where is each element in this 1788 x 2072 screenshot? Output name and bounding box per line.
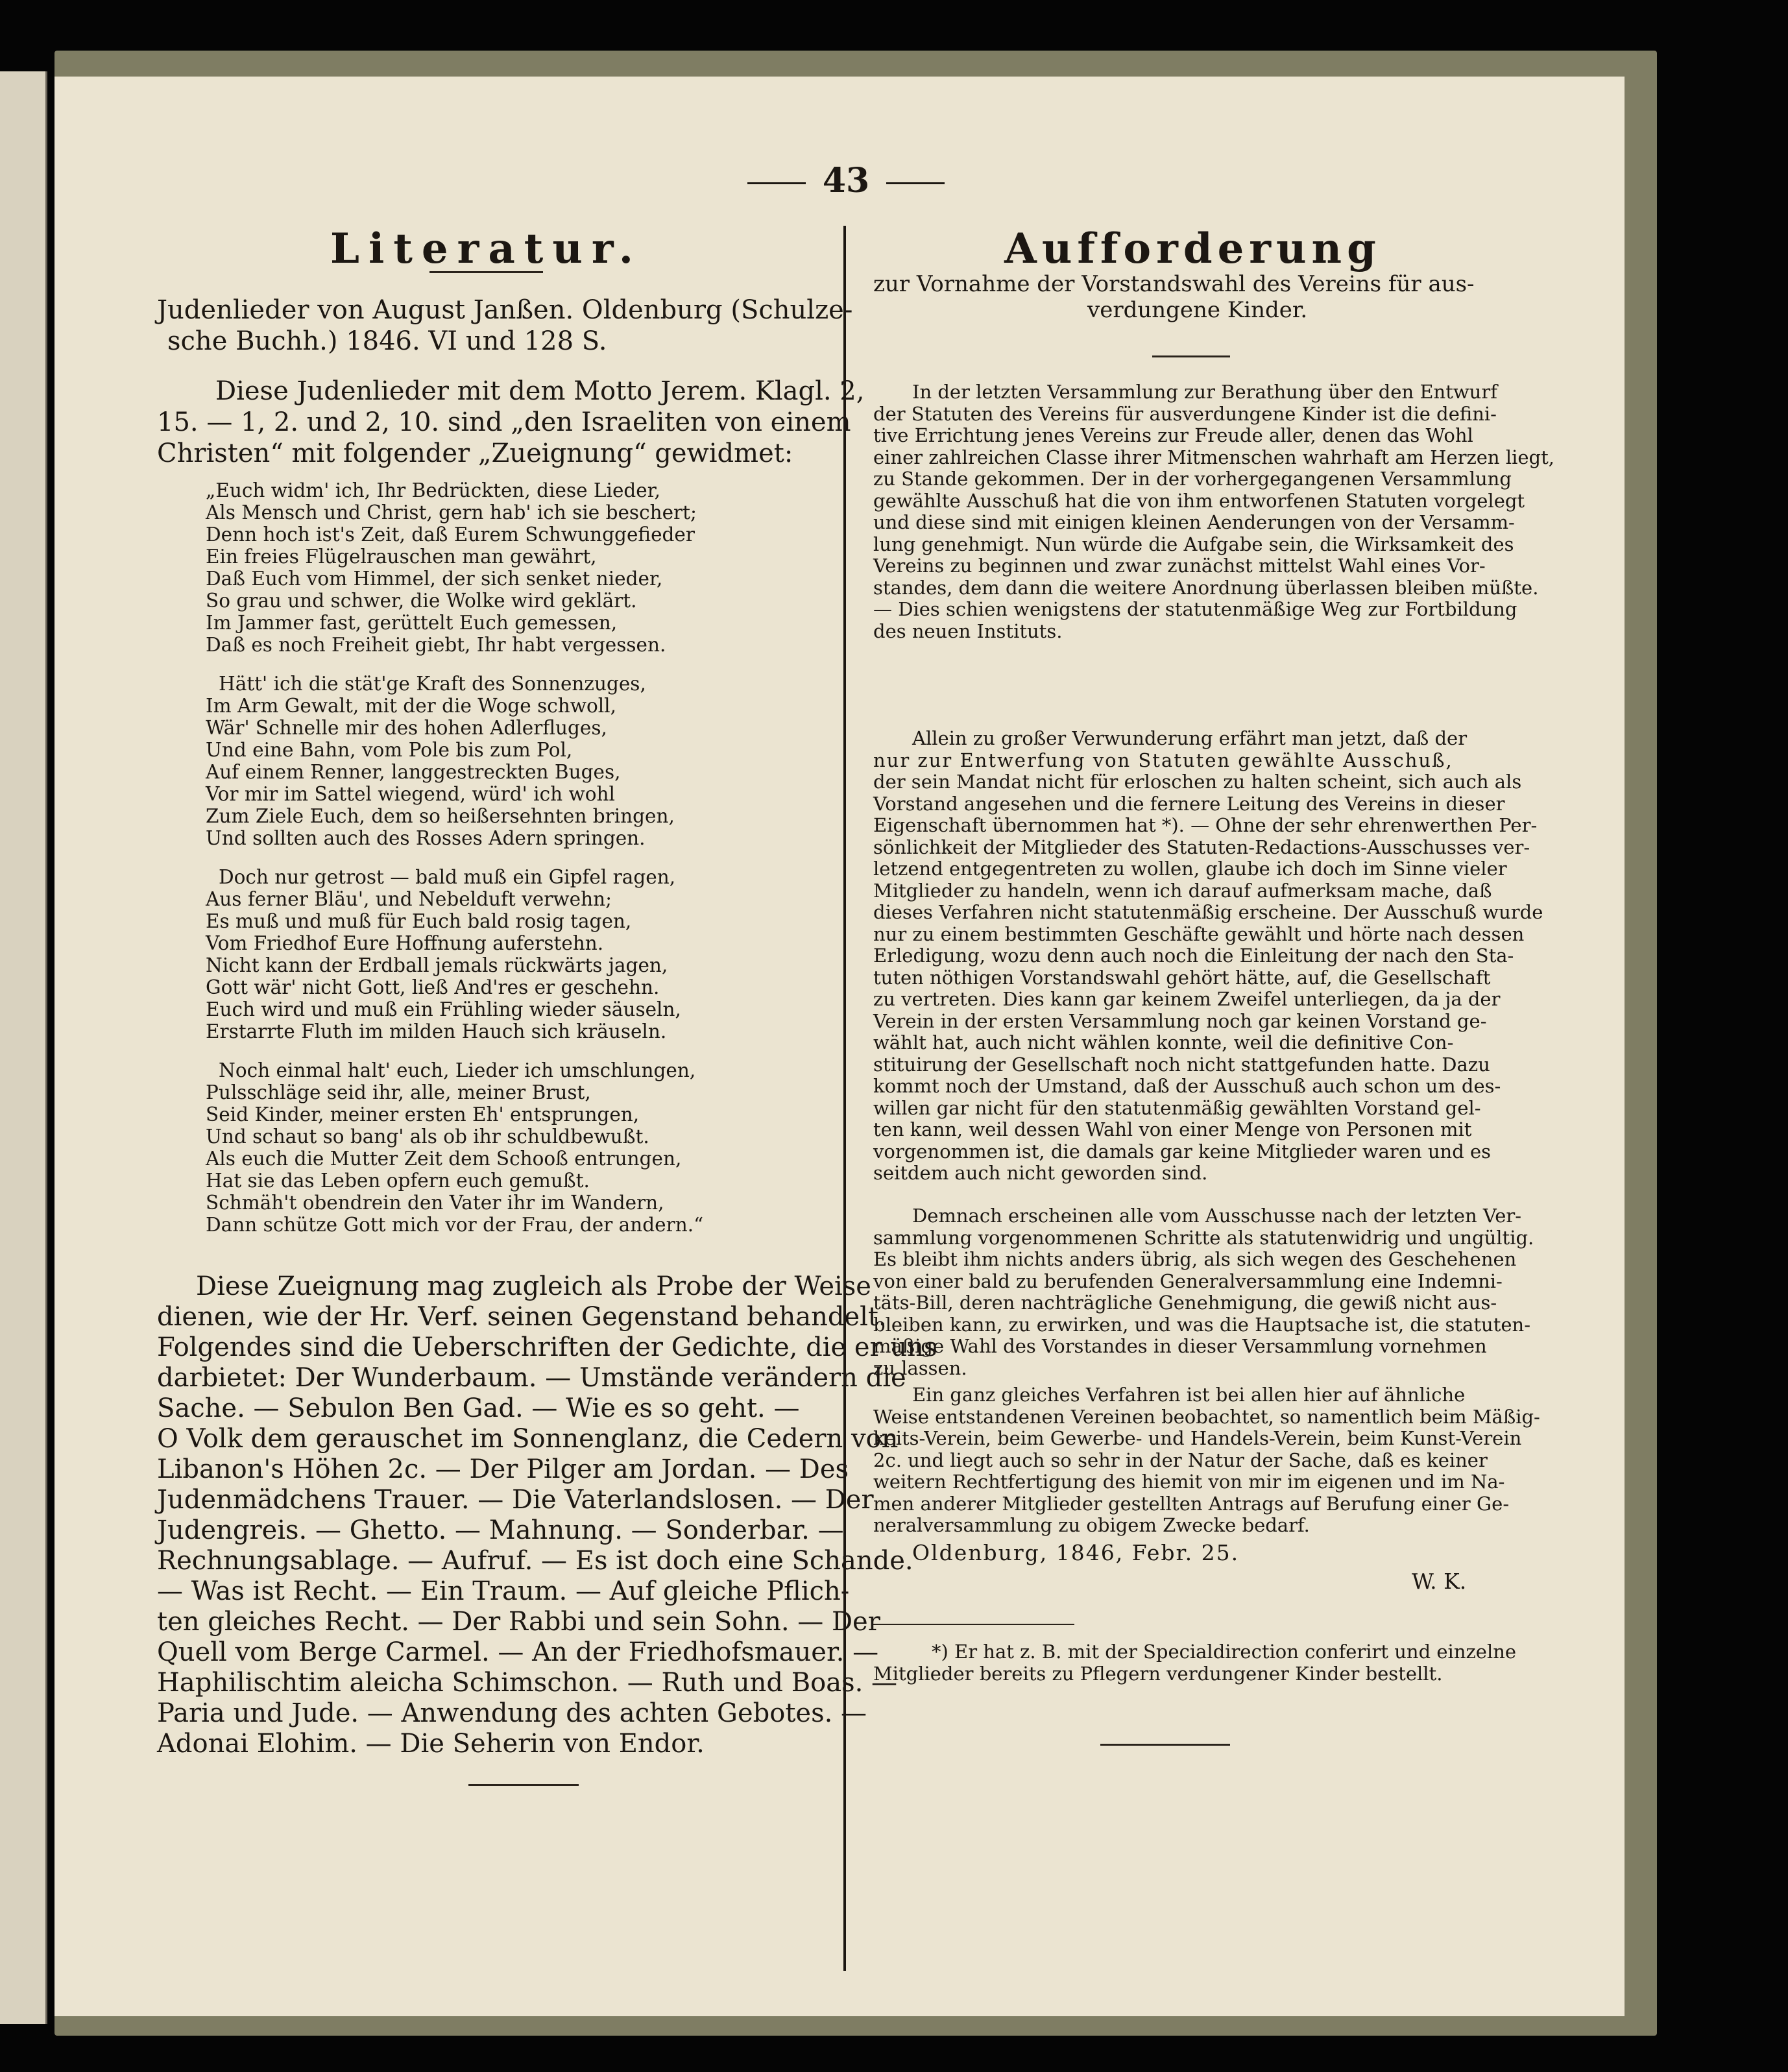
text-line: 2c. und liegt auch so sehr in der Natur der Sache, daß es keiner xyxy=(873,1449,1488,1471)
text-line: Judenmädchens Trauer. — Die Vaterlandslosen. — Der xyxy=(157,1485,874,1515)
text-line: Es bleibt ihm nichts anders übrig, als sich wegen des Geschehenen xyxy=(873,1248,1517,1270)
page-number xyxy=(729,161,963,200)
text-line: ten kann, weil dessen Wahl von einer Menge von Personen mit xyxy=(873,1118,1472,1140)
text-line: Eigenschaft übernommen hat *). — Ohne der sehr ehrenwerthen Per- xyxy=(873,814,1538,836)
text-line: zu vertreten. Dies kann gar keinem Zweifel unterliegen, da ja der xyxy=(873,988,1501,1010)
text-line: Weise entstandenen Vereinen beobachtet, so namentlich beim Mäßig- xyxy=(873,1405,1540,1428)
verse-line: Noch einmal halt' euch, Lieder ich umschlungen, xyxy=(219,1059,696,1081)
verse-line: Seid Kinder, meiner ersten Eh' entsprungen, xyxy=(206,1103,640,1126)
subtitle-line: verdungene Kinder. xyxy=(1087,297,1308,323)
verse-line: Gott wär' nicht Gott, ließ And'res er geschehn. xyxy=(206,976,660,998)
text-line: bleiben kann, zu erwirken, und was die Hauptsache ist, die statuten- xyxy=(873,1313,1530,1336)
verse-line: Daß Euch vom Himmel, der sich senket nieder, xyxy=(206,568,663,590)
aufforderung-heading: Aufforderung xyxy=(1004,224,1381,273)
subtitle-rule xyxy=(1152,355,1230,357)
text-line: stituirung der Gesellschaft noch nicht stattgefunden hatte. Dazu xyxy=(873,1053,1490,1076)
verse-line: Wär' Schnelle mir des hohen Adlerfluges, xyxy=(206,717,607,739)
text-line: lung genehmigt. Nun würde die Aufgabe sein, die Wirksamkeit des xyxy=(873,533,1514,555)
facing-page-edge xyxy=(0,71,47,2024)
intro-line: Diese Judenlieder mit dem Motto Jerem. Klagl. 2, xyxy=(215,376,865,406)
text-line: sammlung vorgenommenen Schritte als statutenwidrig und ungültig. xyxy=(873,1226,1534,1249)
book-ref-line: Judenlieder von August Janßen. Oldenburg (Schulze- xyxy=(157,295,853,325)
text-line: ten gleiches Recht. — Der Rabbi und sein Sohn. — Der xyxy=(157,1607,880,1637)
verse-line: Es muß und muß für Euch bald rosig tagen, xyxy=(206,910,632,932)
verse-line: Und sollten auch des Rosses Adern springen. xyxy=(206,827,646,849)
text-line: täts-Bill, deren nachträgliche Genehmigung, die gewiß nicht aus- xyxy=(873,1292,1497,1314)
verse-line: Pulsschläge seid ihr, alle, meiner Brust, xyxy=(206,1081,591,1103)
text-line: Demnach erscheinen alle vom Ausschusse nach der letzten Ver- xyxy=(912,1205,1522,1227)
verse-line: Dann schütze Gott mich vor der Frau, der andern.“ xyxy=(206,1214,704,1236)
text-line: zu lassen. xyxy=(873,1356,967,1379)
page-number-value: 43 xyxy=(822,161,870,200)
verse-line: Daß es noch Freiheit giebt, Ihr habt vergessen. xyxy=(206,634,666,656)
text-line: Allein zu großer Verwunderung erfährt man jetzt, daß der xyxy=(912,727,1468,749)
verse-line: Zum Ziele Euch, dem so heißersehnten bringen, xyxy=(206,805,675,827)
text-line: tive Errichtung jenes Vereins zur Freude aller, denen das Wohl xyxy=(873,424,1473,446)
text-line: der Statuten des Vereins für ausverdungene Kinder ist die defini- xyxy=(873,402,1497,425)
text-line: kommt noch der Umstand, daß der Ausschuß auch schon um des- xyxy=(873,1075,1501,1097)
verse-line: Auf einem Renner, langgestreckten Buges, xyxy=(206,761,621,783)
text-line: einer zahlreichen Classe ihrer Mitmenschen wahrhaft am Herzen liegt, xyxy=(873,446,1554,468)
intro-line: 15. — 1, 2. und 2, 10. sind „den Israeliten von einem xyxy=(157,407,851,437)
footnote-line: *) Er hat z. B. mit der Specialdirection conferirt und einzelne xyxy=(932,1641,1517,1663)
text-line: der sein Mandat nicht für erloschen zu halten scheint, sich auch als xyxy=(873,771,1522,793)
verse-line: Erstarrte Fluth im milden Hauch sich kräuseln. xyxy=(206,1020,667,1042)
text-line: letzend entgegentreten zu wollen, glaube ich doch im Sinne vieler xyxy=(873,858,1507,880)
end-rule xyxy=(468,1784,579,1786)
page-number-dash-right xyxy=(886,182,945,184)
text-line: wählt hat, auch nicht wählen konnte, weil die definitive Con- xyxy=(873,1031,1454,1054)
text-line: Erledigung, wozu denn auch noch die Einleitung der nach den Sta- xyxy=(873,945,1514,967)
verse-line: Hätt' ich die stät'ge Kraft des Sonnenzuges, xyxy=(219,673,646,695)
text-line: und diese sind mit einigen kleinen Aenderungen von der Versamm- xyxy=(873,511,1515,533)
verse-line: Aus ferner Bläu', und Nebelduft verwehn; xyxy=(206,888,612,910)
text-line: Paria und Jude. — Anwendung des achten Gebotes. — xyxy=(157,1698,867,1728)
text-line: nur zur Entwerfung von Statuten gewählte Ausschuß, xyxy=(873,749,1453,771)
text-line: In der letzten Versammlung zur Berathung über den Entwurf xyxy=(912,381,1497,403)
text-line: dieses Verfahren nicht statutenmäßig erscheine. Der Ausschuß wurde xyxy=(873,901,1543,923)
verse-line: Als euch die Mutter Zeit dem Schooß entrungen, xyxy=(206,1148,682,1170)
text-line: des neuen Instituts. xyxy=(873,620,1063,642)
text-line: Vereins zu beginnen und zwar zunächst mittelst Wahl eines Vor- xyxy=(873,555,1486,577)
book-page xyxy=(54,77,1625,2016)
verse-line: Nicht kann der Erdball jemals rückwärts jagen, xyxy=(206,954,668,976)
text-line: vorgenommen ist, die damals gar keine Mitglieder waren und es xyxy=(873,1140,1492,1162)
verse-line: Im Arm Gewalt, mit der die Woge schwoll, xyxy=(206,695,616,717)
footnote-line: Mitglieder bereits zu Pflegern verdungener Kinder bestellt. xyxy=(873,1663,1443,1685)
verse-line: So grau und schwer, die Wolke wird geklärt. xyxy=(206,590,637,612)
text-line: seitdem auch nicht geworden sind. xyxy=(873,1162,1208,1184)
text-line: Haphilischtim aleicha Schimschon. — Ruth und Boas. — xyxy=(157,1668,898,1698)
text-line: O Volk dem gerauschet im Sonnenglanz, die Cedern von xyxy=(157,1424,899,1454)
verse-line: Und schaut so bang' als ob ihr schuldbewußt. xyxy=(206,1126,649,1148)
text-line: zu Stande gekommen. Der in der vorhergegangenen Versammlung xyxy=(873,468,1512,490)
text-line: Adonai Elohim. — Die Seherin von Endor. xyxy=(157,1729,705,1759)
heading-rule xyxy=(429,271,543,273)
end-rule xyxy=(1100,1744,1230,1746)
text-line: Sache. — Sebulon Ben Gad. — Wie es so geht. — xyxy=(157,1393,800,1423)
text-line: Quell vom Berge Carmel. — An der Friedhofsmauer. — xyxy=(157,1637,879,1667)
verse-line: Hat sie das Leben opfern euch gemußt. xyxy=(206,1170,590,1192)
text-line: Judengreis. — Ghetto. — Mahnung. — Sonderbar. — xyxy=(157,1515,844,1545)
text-line: Rechnungsablage. — Aufruf. — Es ist doch eine Schande. xyxy=(157,1546,913,1576)
text-line: dienen, wie der Hr. Verf. seinen Gegenstand behandelt. xyxy=(157,1302,887,1332)
verse-line: Im Jammer fast, gerüttelt Euch gemessen, xyxy=(206,612,618,634)
text-line: neralversammlung zu obigem Zwecke bedarf. xyxy=(873,1514,1310,1536)
verse-line: Euch wird und muß ein Frühling wieder säuseln, xyxy=(206,998,681,1020)
verse-line: Doch nur getrost — bald muß ein Gipfel ragen, xyxy=(219,866,676,888)
text-line: nur zu einem bestimmten Geschäfte gewählt und hörte nach dessen xyxy=(873,922,1525,945)
verse-line: Schmäh't obendrein den Vater ihr im Wandern, xyxy=(206,1192,664,1214)
verse-line: Und eine Bahn, vom Pole bis zum Pol, xyxy=(206,739,573,761)
text-line: Diese Zueignung mag zugleich als Probe der Weise xyxy=(196,1271,871,1301)
dateline: Oldenburg, 1846, Febr. 25. xyxy=(912,1540,1240,1565)
text-line: darbietet: Der Wunderbaum. — Umstände verändern die xyxy=(157,1363,906,1393)
page-number-dash-left xyxy=(747,182,806,184)
text-line: tuten nöthigen Vorstandswahl gehört hätte, auf, die Gesellschaft xyxy=(873,966,1491,989)
book-ref-line: sche Buchh.) 1846. VI und 128 S. xyxy=(167,326,607,356)
footnote-rule xyxy=(873,1624,1074,1625)
text-line: men anderer Mitglieder gestellten Antrags auf Berufung einer Ge- xyxy=(873,1492,1510,1515)
text-line: Verein in der ersten Versammlung noch gar keinen Vorstand ge- xyxy=(873,1009,1487,1032)
text-line: Folgendes sind die Ueberschriften der Gedichte, die er uns xyxy=(157,1332,937,1362)
text-line: weitern Rechtfertigung des hiemit von mir im eigenen und im Na- xyxy=(873,1471,1505,1493)
text-line: — Was ist Recht. — Ein Traum. — Auf gleiche Pflich- xyxy=(157,1576,850,1606)
verse-line: „Euch widm' ich, Ihr Bedrückten, diese Lieder, xyxy=(206,479,660,501)
text-line: Vorstand angesehen und die fernere Leitung des Vereins in dieser xyxy=(873,792,1505,815)
subtitle-line: zur Vornahme der Vorstandswahl des Vereins für aus- xyxy=(873,271,1475,297)
text-line: standes, dem dann die weitere Anordnung überlassen bleiben müßte. xyxy=(873,576,1539,599)
verse-line: Als Mensch und Christ, gern hab' ich sie beschert; xyxy=(206,501,697,524)
text-line: willen gar nicht für den statutenmäßig gewählten Vorstand gel- xyxy=(873,1096,1481,1119)
verse-line: Denn hoch ist's Zeit, daß Eurem Schwunggefieder xyxy=(206,524,695,546)
text-line: Mitglieder zu handeln, wenn ich darauf aufmerksam mache, daß xyxy=(873,879,1492,902)
text-line: Ein ganz gleiches Verfahren ist bei allen hier auf ähnliche xyxy=(912,1384,1466,1406)
verse-line: Vor mir im Sattel wiegend, würd' ich wohl xyxy=(206,783,615,805)
literatur-heading: Literatur. xyxy=(330,224,642,273)
verse-line: Vom Friedhof Eure Hoffnung auferstehn. xyxy=(206,932,604,954)
verse-line: Ein freies Flügelrauschen man gewährt, xyxy=(206,546,597,568)
text-line: gewählte Ausschuß hat die von ihm entworfenen Statuten vorgelegt xyxy=(873,489,1525,512)
text-line: Libanon's Höhen 2c. — Der Pilger am Jordan. — Des xyxy=(157,1454,849,1484)
signature: W. K. xyxy=(1412,1569,1467,1594)
intro-line: Christen“ mit folgender „Zueignung“ gewidmet: xyxy=(157,439,793,468)
text-line: keits-Verein, beim Gewerbe- und Handels-Verein, beim Kunst-Verein xyxy=(873,1427,1522,1449)
text-line: — Dies schien wenigstens der statutenmäßige Weg zur Fortbildung xyxy=(873,598,1517,620)
text-line: sönlichkeit der Mitglieder des Statuten-Redactions-Ausschusses ver- xyxy=(873,836,1530,858)
text-line: mäßige Wahl des Vorstandes in dieser Versammlung vornehmen xyxy=(873,1335,1487,1357)
text-line: von einer bald zu berufenden Generalversammlung eine Indemni- xyxy=(873,1270,1503,1292)
